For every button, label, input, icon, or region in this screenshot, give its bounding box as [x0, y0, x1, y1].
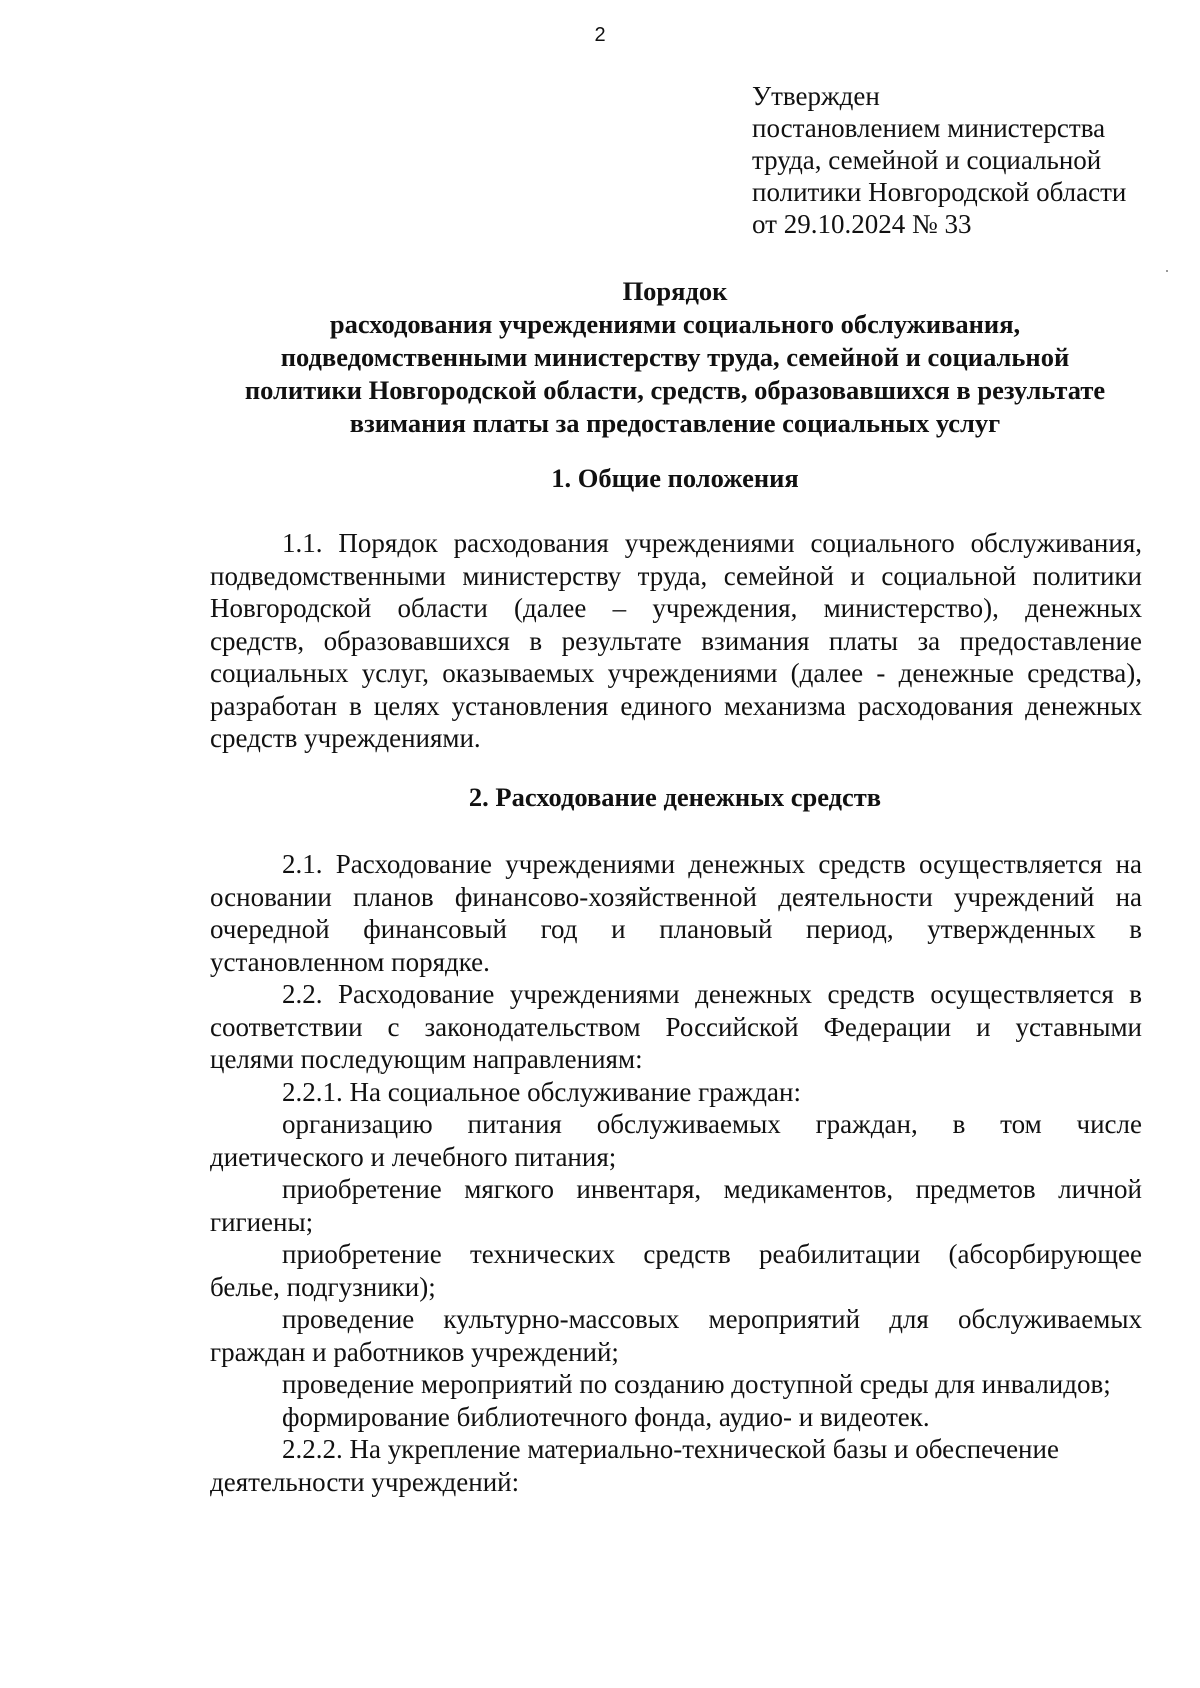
scan-mark [1166, 270, 1168, 272]
text-line: 2.2.1. На социальное обслуживание граждан: [282, 1076, 801, 1107]
text-line: очередной финансовый год и плановый период, утвержденных в [210, 914, 1142, 944]
text-line: 2.2. Расходование учреждениями денежных средств осуществляется в [282, 979, 1142, 1009]
list-item-line: граждан и работников учреждений; [210, 1336, 619, 1367]
text-line: разработан в целях установления единого механизма расходования денежных [210, 690, 1142, 721]
approval-stamp-block [752, 80, 1172, 240]
title-line: расходования учреждениями социального обслуживания, [329, 309, 1021, 339]
section-1-heading: 1. Общие положения [551, 463, 799, 493]
approval-line: постановлением министерства [752, 113, 1106, 143]
list-item-line: приобретение технических средств реабилитации (абсорбирующее [282, 1239, 1142, 1269]
section-2-body [210, 848, 1142, 1498]
text-line: 1.1. Порядок расходования учреждениями социального обслуживания, [282, 528, 1142, 558]
text-line: Новгородской области (далее – учреждения, министерство), денежных [210, 593, 1142, 623]
page-number: 2 [594, 24, 606, 46]
approval-line: от 29.10.2024 № 33 [752, 209, 972, 239]
text-line: 2.1. Расходование учреждениями денежных средств осуществляется на [282, 849, 1142, 879]
approval-line: труда, семейной и социальной [752, 145, 1102, 175]
list-item-line: белье, подгузники); [210, 1271, 436, 1302]
text-line: средств, образовавшихся в результате взимания платы за предоставление [210, 625, 1142, 656]
approval-line: политики Новгородской области [752, 177, 1127, 207]
paragraph-1-1 [210, 527, 1142, 755]
list-item-line: гигиены; [210, 1206, 314, 1237]
list-item-line: проведение мероприятий по созданию доступной среды для инвалидов; [282, 1369, 1111, 1399]
section-2-heading: 2. Расходование денежных средств [468, 782, 882, 812]
list-item-line: диетического и лечебного питания; [210, 1141, 617, 1172]
text-line: установленном порядке. [210, 946, 490, 977]
list-item-line: организацию питания обслуживаемых граждан, в том числе [282, 1109, 1142, 1139]
text-line: социальных услуг, оказываемых учреждениями (далее - денежные средства), [210, 658, 1142, 688]
text-line: соответствии с законодательством Российской Федерации и уставными [210, 1011, 1142, 1042]
title-line: подведомственными министерству труда, семейной и социальной [280, 342, 1070, 372]
list-item-line: проведение культурно-массовых мероприятий для обслуживаемых [282, 1304, 1142, 1334]
text-line: основании планов финансово-хозяйственной деятельности учреждений на [210, 881, 1142, 912]
text-line: целями последующим направлениям: [210, 1044, 643, 1074]
text-line: средств учреждениями. [210, 723, 481, 753]
title-line: Порядок [622, 276, 728, 306]
text-line: подведомственными министерству труда, семейной и социальной политики [210, 560, 1142, 591]
title-line: политики Новгородской области, средств, образовавшихся в результате [244, 375, 1106, 405]
text-line: деятельности учреждений: [210, 1466, 520, 1497]
text-line: 2.2.2. На укрепление материально-технической базы и обеспечение [282, 1434, 1059, 1464]
list-item-line: формирование библиотечного фонда, аудио- и видеотек. [282, 1401, 930, 1432]
list-item-line: приобретение мягкого инвентаря, медикаментов, предметов личной [282, 1174, 1142, 1204]
document-title [200, 275, 1150, 440]
approval-line: Утвержден [752, 81, 880, 111]
title-line: взимания платы за предоставление социальных услуг [349, 408, 1001, 438]
